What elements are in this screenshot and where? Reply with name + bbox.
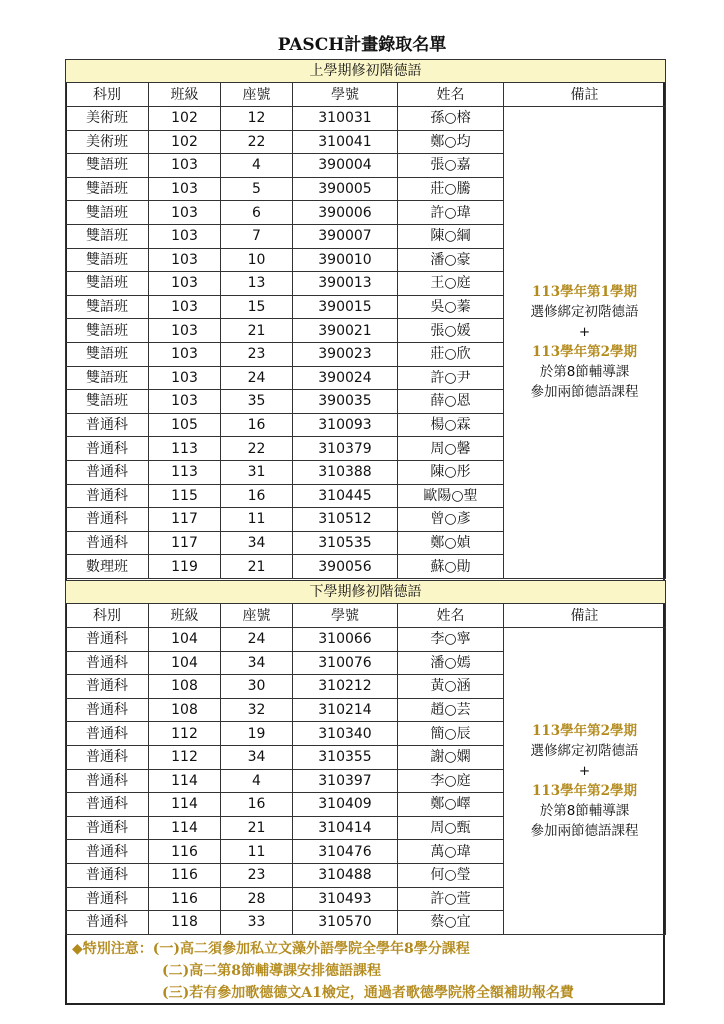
note-line-3: (三)若有參加歌德德文A1檢定，通過者歌德學院將全額補助報名費 (162, 985, 574, 1001)
cell-name: 張○媛 (398, 319, 504, 343)
cell-student-id: 310535 (293, 531, 398, 555)
cell-department: 雙語班 (66, 224, 149, 248)
cell-class: 104 (149, 628, 221, 652)
cell-seat: 32 (221, 698, 293, 722)
cell-department: 普通科 (66, 816, 149, 840)
cell-name: 莊○欣 (398, 342, 504, 366)
cell-seat: 7 (221, 224, 293, 248)
cell-name: 陳○彤 (398, 460, 504, 484)
cell-name: 趙○芸 (398, 698, 504, 722)
cell-department: 普通科 (66, 675, 149, 699)
cell-department: 普通科 (66, 508, 149, 532)
cell-class: 103 (149, 390, 221, 414)
cell-department: 雙語班 (66, 366, 149, 390)
cell-student-id: 390035 (293, 390, 398, 414)
cell-class: 114 (149, 816, 221, 840)
cell-seat: 16 (221, 413, 293, 437)
remark-plus: + (578, 324, 591, 341)
cell-class: 115 (149, 484, 221, 508)
cell-seat: 23 (221, 342, 293, 366)
remark-term-2: 113學年第2學期 (531, 782, 638, 799)
header-class: 班級 (149, 83, 221, 107)
cell-department: 雙語班 (66, 390, 149, 414)
remark-course: 參加兩節德語課程 (530, 822, 639, 839)
cell-seat: 34 (221, 745, 293, 769)
cell-class: 103 (149, 319, 221, 343)
cell-class: 114 (149, 769, 221, 793)
cell-name: 許○瑋 (398, 201, 504, 225)
cell-student-id: 390010 (293, 248, 398, 272)
remark-elective: 選修綁定初階德語 (530, 742, 639, 759)
cell-class: 116 (149, 887, 221, 911)
cell-student-id: 310512 (293, 508, 398, 532)
cell-department: 雙語班 (66, 201, 149, 225)
table-row (66, 628, 666, 652)
header-remarks: 備註 (504, 604, 666, 628)
cell-department: 數理班 (66, 555, 149, 579)
header-student-id: 學號 (293, 604, 398, 628)
special-notes (72, 938, 662, 1004)
cell-student-id: 390023 (293, 342, 398, 366)
cell-department: 普通科 (66, 651, 149, 675)
cell-class: 102 (149, 107, 221, 131)
header-student-id: 學號 (293, 83, 398, 107)
cell-seat: 31 (221, 460, 293, 484)
cell-student-id: 310340 (293, 722, 398, 746)
cell-name: 鄭○媜 (398, 531, 504, 555)
cell-student-id: 310041 (293, 130, 398, 154)
cell-student-id: 310379 (293, 437, 398, 461)
cell-student-id: 310031 (293, 107, 398, 131)
cell-seat: 4 (221, 769, 293, 793)
semester2-table (65, 580, 666, 935)
cell-name: 謝○嫻 (398, 745, 504, 769)
cell-department: 普通科 (66, 413, 149, 437)
cell-department: 普通科 (66, 887, 149, 911)
remark-course: 參加兩節德語課程 (530, 384, 639, 401)
cell-name: 吳○蓁 (398, 295, 504, 319)
cell-name: 許○萱 (398, 887, 504, 911)
cell-seat: 19 (221, 722, 293, 746)
cell-name: 許○尹 (398, 366, 504, 390)
cell-student-id: 310570 (293, 911, 398, 935)
cell-seat: 23 (221, 863, 293, 887)
cell-department: 雙語班 (66, 272, 149, 296)
cell-seat: 22 (221, 437, 293, 461)
cell-name: 潘○嫣 (398, 651, 504, 675)
cell-class: 103 (149, 342, 221, 366)
cell-class: 103 (149, 201, 221, 225)
cell-class: 103 (149, 295, 221, 319)
cell-seat: 24 (221, 366, 293, 390)
cell-student-id: 310409 (293, 793, 398, 817)
table-row (66, 107, 666, 131)
cell-department: 普通科 (66, 484, 149, 508)
cell-class: 114 (149, 793, 221, 817)
cell-department: 普通科 (66, 863, 149, 887)
cell-class: 112 (149, 722, 221, 746)
cell-seat: 21 (221, 319, 293, 343)
cell-student-id: 390024 (293, 366, 398, 390)
cell-class: 119 (149, 555, 221, 579)
cell-department: 普通科 (66, 793, 149, 817)
cell-name: 孫○榕 (398, 107, 504, 131)
cell-student-id: 310488 (293, 863, 398, 887)
cell-department: 普通科 (66, 628, 149, 652)
cell-class: 116 (149, 863, 221, 887)
cell-seat: 22 (221, 130, 293, 154)
cell-department: 普通科 (66, 911, 149, 935)
cell-name: 楊○霖 (398, 413, 504, 437)
cell-class: 113 (149, 460, 221, 484)
cell-name: 薛○恩 (398, 390, 504, 414)
cell-student-id: 390005 (293, 177, 398, 201)
header-name: 姓名 (398, 83, 504, 107)
remark-period: 於第8節輔導課 (539, 364, 630, 381)
cell-department: 普通科 (66, 722, 149, 746)
cell-class: 103 (149, 224, 221, 248)
header-class: 班級 (149, 604, 221, 628)
cell-student-id: 310397 (293, 769, 398, 793)
cell-seat: 28 (221, 887, 293, 911)
cell-class: 103 (149, 272, 221, 296)
cell-name: 李○寧 (398, 628, 504, 652)
semester2-heading: 下學期修初階德語 (66, 581, 666, 604)
cell-class: 103 (149, 248, 221, 272)
cell-department: 雙語班 (66, 295, 149, 319)
cell-seat: 4 (221, 154, 293, 178)
cell-name: 鄭○均 (398, 130, 504, 154)
cell-class: 102 (149, 130, 221, 154)
cell-student-id: 310093 (293, 413, 398, 437)
remark-term: 113學年第2學期 (531, 722, 638, 739)
cell-department: 美術班 (66, 130, 149, 154)
cell-seat: 11 (221, 840, 293, 864)
cell-seat: 34 (221, 651, 293, 675)
cell-student-id: 310214 (293, 698, 398, 722)
note-line-2: (二)高二第8節輔導課安排德語課程 (162, 963, 381, 979)
cell-student-id: 390015 (293, 295, 398, 319)
semester1-table (65, 59, 666, 579)
remark-plus: + (578, 762, 591, 779)
cell-seat: 21 (221, 816, 293, 840)
cell-department: 普通科 (66, 531, 149, 555)
cell-department: 普通科 (66, 745, 149, 769)
remark-elective: 選修綁定初階德語 (530, 304, 639, 321)
cell-student-id: 390056 (293, 555, 398, 579)
cell-class: 113 (149, 437, 221, 461)
cell-class: 108 (149, 675, 221, 699)
cell-name: 曾○彥 (398, 508, 504, 532)
cell-name: 周○甄 (398, 816, 504, 840)
cell-student-id: 310445 (293, 484, 398, 508)
cell-seat: 34 (221, 531, 293, 555)
cell-department: 雙語班 (66, 248, 149, 272)
cell-student-id: 310355 (293, 745, 398, 769)
cell-name: 簡○辰 (398, 722, 504, 746)
cell-name: 王○庭 (398, 272, 504, 296)
cell-name: 李○庭 (398, 769, 504, 793)
header-seat: 座號 (221, 83, 293, 107)
cell-student-id: 310388 (293, 460, 398, 484)
cell-name: 莊○騰 (398, 177, 504, 201)
remarks-cell (504, 107, 666, 579)
cell-class: 117 (149, 531, 221, 555)
note-line-1: ◆特別注意：(一)高二須參加私立文藻外語學院全學年8學分課程 (72, 941, 470, 957)
cell-name: 萬○瑋 (398, 840, 504, 864)
cell-department: 普通科 (66, 840, 149, 864)
cell-department: 普通科 (66, 460, 149, 484)
cell-student-id: 310476 (293, 840, 398, 864)
header-department: 科別 (66, 604, 149, 628)
cell-student-id: 310414 (293, 816, 398, 840)
cell-name: 蔡○宜 (398, 911, 504, 935)
cell-student-id: 310066 (293, 628, 398, 652)
cell-seat: 13 (221, 272, 293, 296)
cell-name: 蘇○勛 (398, 555, 504, 579)
cell-student-id: 390006 (293, 201, 398, 225)
cell-seat: 33 (221, 911, 293, 935)
cell-class: 103 (149, 154, 221, 178)
cell-name: 黃○涵 (398, 675, 504, 699)
cell-class: 112 (149, 745, 221, 769)
cell-department: 雙語班 (66, 177, 149, 201)
cell-seat: 5 (221, 177, 293, 201)
cell-seat: 21 (221, 555, 293, 579)
cell-student-id: 390021 (293, 319, 398, 343)
cell-class: 104 (149, 651, 221, 675)
cell-student-id: 390004 (293, 154, 398, 178)
cell-department: 普通科 (66, 769, 149, 793)
cell-department: 雙語班 (66, 319, 149, 343)
cell-class: 117 (149, 508, 221, 532)
header-seat: 座號 (221, 604, 293, 628)
cell-seat: 30 (221, 675, 293, 699)
cell-class: 116 (149, 840, 221, 864)
cell-class: 108 (149, 698, 221, 722)
cell-seat: 11 (221, 508, 293, 532)
semester1-heading: 上學期修初階德語 (66, 60, 666, 83)
cell-student-id: 310076 (293, 651, 398, 675)
cell-department: 普通科 (66, 437, 149, 461)
cell-seat: 10 (221, 248, 293, 272)
cell-name: 張○嘉 (398, 154, 504, 178)
remark-term-2: 113學年第2學期 (531, 344, 638, 361)
header-department: 科別 (66, 83, 149, 107)
cell-class: 118 (149, 911, 221, 935)
cell-class: 105 (149, 413, 221, 437)
cell-class: 103 (149, 177, 221, 201)
header-remarks: 備註 (504, 83, 666, 107)
cell-student-id: 390007 (293, 224, 398, 248)
cell-department: 雙語班 (66, 154, 149, 178)
cell-department: 普通科 (66, 698, 149, 722)
cell-department: 美術班 (66, 107, 149, 131)
cell-student-id: 310212 (293, 675, 398, 699)
remark-term: 113學年第1學期 (531, 284, 638, 301)
cell-name: 何○瑩 (398, 863, 504, 887)
header-name: 姓名 (398, 604, 504, 628)
remark-period: 於第8節輔導課 (539, 802, 630, 819)
cell-class: 103 (149, 366, 221, 390)
cell-seat: 24 (221, 628, 293, 652)
cell-department: 雙語班 (66, 342, 149, 366)
cell-seat: 15 (221, 295, 293, 319)
cell-seat: 6 (221, 201, 293, 225)
cell-seat: 35 (221, 390, 293, 414)
cell-name: 歐陽○聖 (398, 484, 504, 508)
cell-name: 陳○綱 (398, 224, 504, 248)
cell-seat: 16 (221, 484, 293, 508)
cell-seat: 16 (221, 793, 293, 817)
cell-name: 潘○豪 (398, 248, 504, 272)
cell-student-id: 390013 (293, 272, 398, 296)
cell-name: 周○馨 (398, 437, 504, 461)
cell-name: 鄭○嶧 (398, 793, 504, 817)
cell-student-id: 310493 (293, 887, 398, 911)
remarks-cell (504, 628, 666, 935)
cell-seat: 12 (221, 107, 293, 131)
page-title: PASCH計畫錄取名單 (277, 35, 447, 55)
